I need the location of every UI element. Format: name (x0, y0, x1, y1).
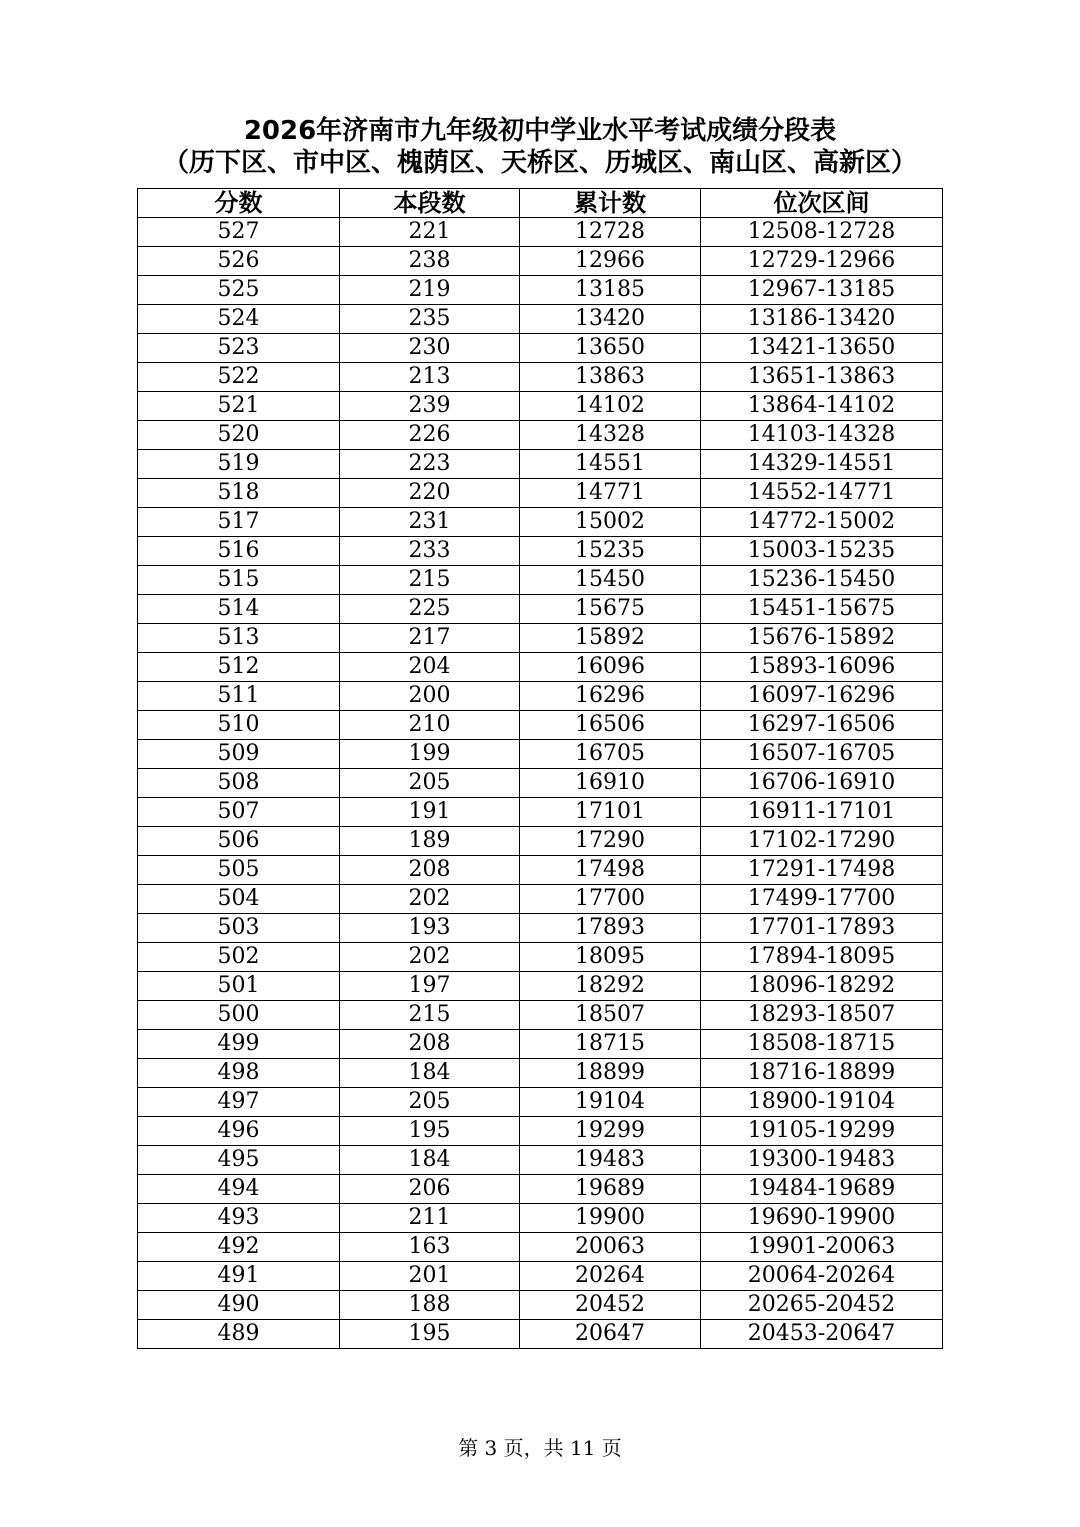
table-row (138, 421, 943, 450)
cell-score: 504 (138, 885, 340, 914)
table-row (138, 1030, 943, 1059)
table-row (138, 1262, 943, 1291)
cell-segment-count: 238 (340, 247, 520, 276)
cell-segment-count: 215 (340, 1001, 520, 1030)
cell-rank-range: 18293-18507 (701, 1001, 943, 1030)
cell-segment-count: 163 (340, 1233, 520, 1262)
cell-score: 508 (138, 769, 340, 798)
cell-score: 513 (138, 624, 340, 653)
table-body (138, 218, 943, 1349)
cell-score: 498 (138, 1059, 340, 1088)
table-row (138, 1059, 943, 1088)
table-row (138, 363, 943, 392)
cell-score: 520 (138, 421, 340, 450)
cell-rank-range: 14329-14551 (701, 450, 943, 479)
cell-cumulative-count: 15002 (520, 508, 701, 537)
cell-segment-count: 211 (340, 1204, 520, 1233)
table-row (138, 1175, 943, 1204)
cell-rank-range: 14772-15002 (701, 508, 943, 537)
cell-segment-count: 202 (340, 943, 520, 972)
cell-score: 524 (138, 305, 340, 334)
table-row (138, 1001, 943, 1030)
cell-segment-count: 184 (340, 1146, 520, 1175)
cell-segment-count: 215 (340, 566, 520, 595)
cell-rank-range: 18900-19104 (701, 1088, 943, 1117)
table-row (138, 653, 943, 682)
cell-segment-count: 201 (340, 1262, 520, 1291)
cell-cumulative-count: 12728 (520, 218, 701, 247)
table-header-row (138, 189, 943, 218)
cell-cumulative-count: 20063 (520, 1233, 701, 1262)
table-row (138, 856, 943, 885)
cell-score: 497 (138, 1088, 340, 1117)
cell-rank-range: 18096-18292 (701, 972, 943, 1001)
column-header-rank-range: 位次区间 (701, 189, 943, 218)
cell-score: 519 (138, 450, 340, 479)
cell-score: 501 (138, 972, 340, 1001)
table-row (138, 479, 943, 508)
cell-rank-range: 15451-15675 (701, 595, 943, 624)
table-row (138, 450, 943, 479)
table-row (138, 885, 943, 914)
cell-rank-range: 13186-13420 (701, 305, 943, 334)
cell-cumulative-count: 19104 (520, 1088, 701, 1117)
cell-cumulative-count: 16910 (520, 769, 701, 798)
cell-score: 502 (138, 943, 340, 972)
cell-cumulative-count: 14771 (520, 479, 701, 508)
cell-rank-range: 14103-14328 (701, 421, 943, 450)
cell-cumulative-count: 13863 (520, 363, 701, 392)
cell-segment-count: 184 (340, 1059, 520, 1088)
cell-rank-range: 16097-16296 (701, 682, 943, 711)
column-header-score: 分数 (138, 189, 340, 218)
table-row (138, 798, 943, 827)
cell-score: 514 (138, 595, 340, 624)
cell-score: 509 (138, 740, 340, 769)
cell-segment-count: 219 (340, 276, 520, 305)
cell-cumulative-count: 16096 (520, 653, 701, 682)
cell-score: 527 (138, 218, 340, 247)
cell-rank-range: 17701-17893 (701, 914, 943, 943)
cell-segment-count: 213 (340, 363, 520, 392)
cell-score: 494 (138, 1175, 340, 1204)
table-row (138, 508, 943, 537)
page-title: 2026年济南市九年级初中学业水平考试成绩分段表 (243, 116, 837, 146)
table-row (138, 682, 943, 711)
table-row (138, 218, 943, 247)
cell-score: 523 (138, 334, 340, 363)
table-row (138, 305, 943, 334)
cell-score: 510 (138, 711, 340, 740)
cell-cumulative-count: 18715 (520, 1030, 701, 1059)
cell-rank-range: 12967-13185 (701, 276, 943, 305)
cell-cumulative-count: 17700 (520, 885, 701, 914)
cell-rank-range: 19901-20063 (701, 1233, 943, 1262)
table-row (138, 740, 943, 769)
cell-segment-count: 220 (340, 479, 520, 508)
cell-cumulative-count: 17498 (520, 856, 701, 885)
cell-segment-count: 225 (340, 595, 520, 624)
cell-score: 503 (138, 914, 340, 943)
cell-cumulative-count: 13185 (520, 276, 701, 305)
cell-rank-range: 17894-18095 (701, 943, 943, 972)
cell-segment-count: 230 (340, 334, 520, 363)
cell-cumulative-count: 17893 (520, 914, 701, 943)
score-table (137, 188, 943, 1349)
table-row (138, 1088, 943, 1117)
cell-score: 505 (138, 856, 340, 885)
cell-segment-count: 189 (340, 827, 520, 856)
cell-score: 518 (138, 479, 340, 508)
cell-cumulative-count: 12966 (520, 247, 701, 276)
cell-segment-count: 208 (340, 1030, 520, 1059)
cell-cumulative-count: 19689 (520, 1175, 701, 1204)
table-row (138, 972, 943, 1001)
cell-segment-count: 206 (340, 1175, 520, 1204)
cell-rank-range: 12508-12728 (701, 218, 943, 247)
table-row (138, 1320, 943, 1349)
table-row (138, 827, 943, 856)
cell-cumulative-count: 17290 (520, 827, 701, 856)
cell-rank-range: 20064-20264 (701, 1262, 943, 1291)
cell-score: 490 (138, 1291, 340, 1320)
cell-score: 516 (138, 537, 340, 566)
cell-score: 517 (138, 508, 340, 537)
cell-rank-range: 20453-20647 (701, 1320, 943, 1349)
cell-rank-range: 19690-19900 (701, 1204, 943, 1233)
table-row (138, 1291, 943, 1320)
table-row (138, 1117, 943, 1146)
cell-rank-range: 16706-16910 (701, 769, 943, 798)
cell-segment-count: 235 (340, 305, 520, 334)
cell-segment-count: 200 (340, 682, 520, 711)
cell-rank-range: 17291-17498 (701, 856, 943, 885)
cell-cumulative-count: 14102 (520, 392, 701, 421)
cell-rank-range: 12729-12966 (701, 247, 943, 276)
cell-score: 492 (138, 1233, 340, 1262)
cell-cumulative-count: 19900 (520, 1204, 701, 1233)
cell-segment-count: 205 (340, 1088, 520, 1117)
table-row (138, 914, 943, 943)
cell-rank-range: 19105-19299 (701, 1117, 943, 1146)
table-row (138, 1233, 943, 1262)
cell-rank-range: 16297-16506 (701, 711, 943, 740)
cell-rank-range: 20265-20452 (701, 1291, 943, 1320)
cell-rank-range: 16507-16705 (701, 740, 943, 769)
table-row (138, 943, 943, 972)
cell-rank-range: 13651-13863 (701, 363, 943, 392)
cell-segment-count: 193 (340, 914, 520, 943)
cell-cumulative-count: 18095 (520, 943, 701, 972)
cell-cumulative-count: 20452 (520, 1291, 701, 1320)
page-footer: 第 3 页，共 11 页 (458, 1436, 622, 1460)
cell-score: 506 (138, 827, 340, 856)
cell-segment-count: 197 (340, 972, 520, 1001)
cell-cumulative-count: 14328 (520, 421, 701, 450)
table-row (138, 1146, 943, 1175)
cell-rank-range: 15003-15235 (701, 537, 943, 566)
cell-cumulative-count: 15235 (520, 537, 701, 566)
page-subtitle: （历下区、市中区、槐荫区、天桥区、历城区、南山区、高新区） (162, 148, 917, 178)
table-row (138, 247, 943, 276)
cell-score: 522 (138, 363, 340, 392)
cell-segment-count: 231 (340, 508, 520, 537)
cell-cumulative-count: 18507 (520, 1001, 701, 1030)
cell-rank-range: 16911-17101 (701, 798, 943, 827)
cell-rank-range: 15676-15892 (701, 624, 943, 653)
cell-score: 496 (138, 1117, 340, 1146)
cell-segment-count: 205 (340, 769, 520, 798)
cell-score: 515 (138, 566, 340, 595)
cell-cumulative-count: 15892 (520, 624, 701, 653)
cell-rank-range: 19484-19689 (701, 1175, 943, 1204)
cell-segment-count: 217 (340, 624, 520, 653)
table-row (138, 276, 943, 305)
cell-score: 507 (138, 798, 340, 827)
cell-segment-count: 208 (340, 856, 520, 885)
cell-cumulative-count: 19483 (520, 1146, 701, 1175)
cell-cumulative-count: 19299 (520, 1117, 701, 1146)
cell-score: 499 (138, 1030, 340, 1059)
cell-score: 521 (138, 392, 340, 421)
cell-rank-range: 18508-18715 (701, 1030, 943, 1059)
cell-score: 512 (138, 653, 340, 682)
cell-cumulative-count: 13420 (520, 305, 701, 334)
cell-rank-range: 15893-16096 (701, 653, 943, 682)
table-row (138, 392, 943, 421)
cell-rank-range: 18716-18899 (701, 1059, 943, 1088)
cell-score: 511 (138, 682, 340, 711)
cell-rank-range: 15236-15450 (701, 566, 943, 595)
cell-score: 493 (138, 1204, 340, 1233)
column-header-cumulative-count: 累计数 (520, 189, 701, 218)
cell-segment-count: 195 (340, 1320, 520, 1349)
table-row (138, 1204, 943, 1233)
cell-segment-count: 226 (340, 421, 520, 450)
cell-rank-range: 13421-13650 (701, 334, 943, 363)
table-row (138, 537, 943, 566)
cell-segment-count: 195 (340, 1117, 520, 1146)
cell-score: 526 (138, 247, 340, 276)
table-row (138, 769, 943, 798)
cell-cumulative-count: 15675 (520, 595, 701, 624)
cell-score: 500 (138, 1001, 340, 1030)
cell-rank-range: 14552-14771 (701, 479, 943, 508)
cell-cumulative-count: 15450 (520, 566, 701, 595)
table-row (138, 624, 943, 653)
cell-cumulative-count: 14551 (520, 450, 701, 479)
cell-cumulative-count: 17101 (520, 798, 701, 827)
cell-rank-range: 13864-14102 (701, 392, 943, 421)
cell-segment-count: 233 (340, 537, 520, 566)
cell-rank-range: 17102-17290 (701, 827, 943, 856)
cell-score: 495 (138, 1146, 340, 1175)
cell-rank-range: 19300-19483 (701, 1146, 943, 1175)
cell-segment-count: 199 (340, 740, 520, 769)
cell-segment-count: 221 (340, 218, 520, 247)
cell-score: 489 (138, 1320, 340, 1349)
cell-segment-count: 188 (340, 1291, 520, 1320)
cell-segment-count: 204 (340, 653, 520, 682)
cell-rank-range: 17499-17700 (701, 885, 943, 914)
cell-cumulative-count: 13650 (520, 334, 701, 363)
cell-score: 491 (138, 1262, 340, 1291)
cell-cumulative-count: 16296 (520, 682, 701, 711)
cell-segment-count: 210 (340, 711, 520, 740)
table-row (138, 711, 943, 740)
cell-segment-count: 191 (340, 798, 520, 827)
table-row (138, 334, 943, 363)
cell-cumulative-count: 18292 (520, 972, 701, 1001)
cell-segment-count: 223 (340, 450, 520, 479)
cell-cumulative-count: 20264 (520, 1262, 701, 1291)
cell-score: 525 (138, 276, 340, 305)
cell-cumulative-count: 16705 (520, 740, 701, 769)
column-header-segment-count: 本段数 (340, 189, 520, 218)
cell-segment-count: 239 (340, 392, 520, 421)
cell-cumulative-count: 20647 (520, 1320, 701, 1349)
table-row (138, 595, 943, 624)
cell-cumulative-count: 16506 (520, 711, 701, 740)
cell-segment-count: 202 (340, 885, 520, 914)
cell-cumulative-count: 18899 (520, 1059, 701, 1088)
table-row (138, 566, 943, 595)
